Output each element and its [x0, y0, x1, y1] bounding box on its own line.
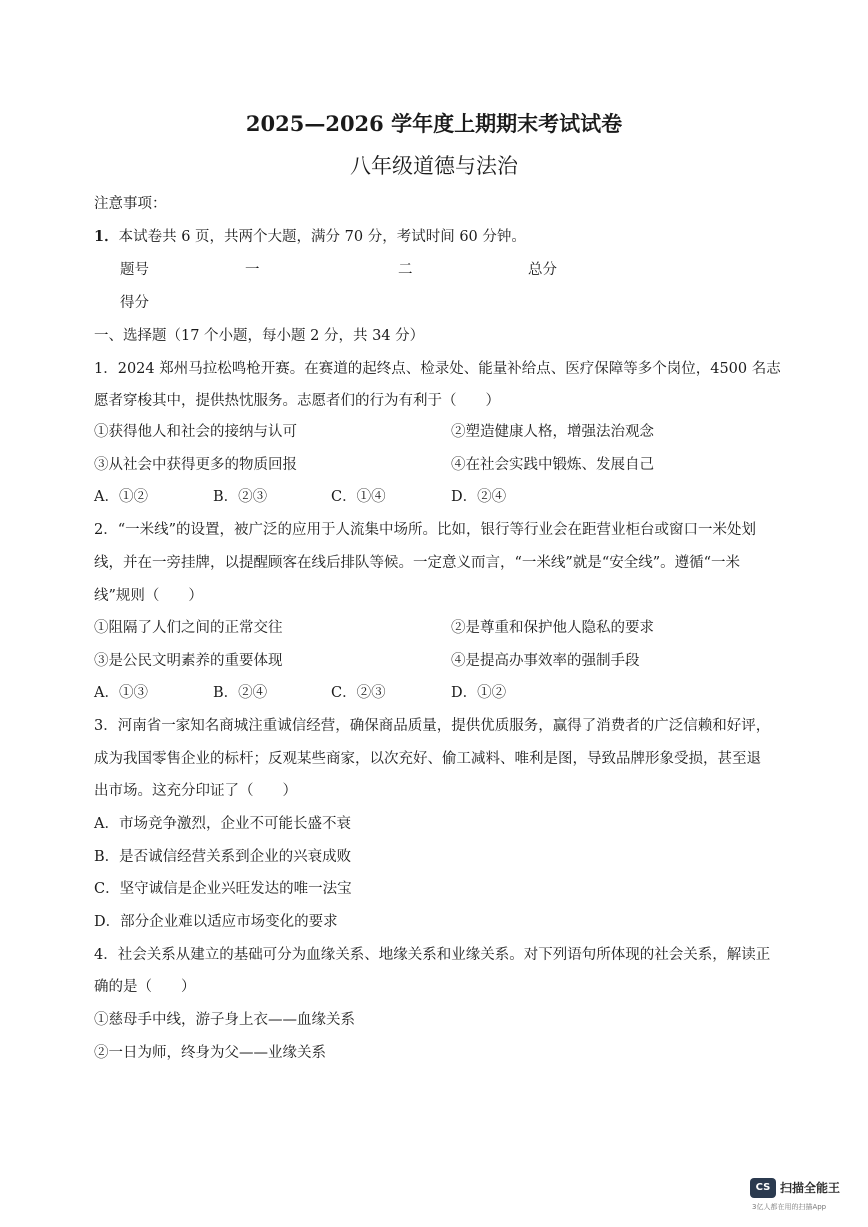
question-2-option-a: A．①③	[94, 685, 148, 701]
camscanner-logo-icon: CS	[750, 1178, 776, 1198]
notice-item-1-number: 1．	[94, 228, 119, 245]
question-3-option-d: D．部分企业难以适应市场变化的要求	[94, 914, 338, 930]
question-2-option-d: D．①②	[451, 685, 507, 701]
exam-title: 2025—2026 学年度上期期末考试试卷	[245, 111, 623, 136]
question-1-statement-1: ①获得他人和社会的接纳与认可	[94, 424, 297, 440]
question-1-statement-2: ②塑造健康人格，增强法治观念	[451, 424, 654, 440]
question-1-stem-line-2: 愿者穿梭其中，提供热忱服务。志愿者们的行为有利于（ ）	[94, 393, 500, 409]
question-2-statement-1: ①阻隔了人们之间的正常交往	[94, 620, 283, 636]
exam-subtitle: 八年级道德与法治	[350, 154, 518, 178]
question-3-option-a: A．市场竞争激烈，企业不可能长盛不衰	[94, 816, 351, 832]
watermark-tagline: 3亿人都在用的扫描App	[752, 1203, 827, 1211]
question-2-stem-line-1: 2．“一米线”的设置，被广泛的应用于人流集中场所。比如，银行等行业会在距营业柜台或窗口一米处划	[94, 522, 757, 538]
question-2-statement-2: ②是尊重和保护他人隐私的要求	[451, 620, 654, 636]
question-1-option-a: A．①②	[94, 489, 148, 505]
question-3-stem-line-2: 成为我国零售企业的标杆；反观某些商家，以次充好、偷工减料、唯利是图，导致品牌形象受损，甚至退	[94, 751, 761, 767]
question-2-option-c: C．②③	[331, 685, 386, 701]
score-table-col-total: 总分	[528, 262, 557, 278]
question-4-stem-line-2: 确的是（ ）	[94, 979, 196, 995]
question-3-stem-line-1: 3．河南省一家知名商城注重诚信经营，确保商品质量，提供优质服务，赢得了消费者的广泛信赖和好评，	[94, 718, 771, 734]
question-2-statement-4: ④是提高办事效率的强制手段	[451, 653, 640, 669]
question-1-option-c: C．①④	[331, 489, 386, 505]
question-4-statement-1: ①慈母手中线，游子身上衣——血缘关系	[94, 1012, 355, 1028]
score-table-col-1: 一	[245, 262, 260, 278]
question-1-statement-3: ③从社会中获得更多的物质回报	[94, 457, 297, 473]
question-1-option-b: B．②③	[213, 489, 268, 505]
question-2-statement-3: ③是公民文明素养的重要体现	[94, 653, 283, 669]
question-2-stem-line-2: 线，并在一旁挂牌，以提醒顾客在线后排队等候。一定意义而言，“一米线”就是“安全线”。遵循“一米	[94, 555, 741, 571]
score-table-header-label: 题号	[120, 262, 149, 278]
question-2-stem-line-3: 线”规则（ ）	[94, 588, 203, 604]
question-1-statement-4: ④在社会实践中锻炼、发展自己	[451, 457, 654, 473]
score-table-score-label: 得分	[120, 295, 149, 311]
question-3-stem-line-3: 出市场。这充分印证了（ ）	[94, 783, 297, 799]
question-2-option-b: B．②④	[213, 685, 268, 701]
scanner-watermark	[750, 1178, 850, 1218]
question-1-option-d: D．②④	[451, 489, 507, 505]
notice-item-1	[94, 225, 526, 246]
score-table-col-2: 二	[398, 262, 413, 278]
question-3-option-b: B．是否诚信经营关系到企业的兴衰成败	[94, 849, 352, 865]
watermark-app-name: 扫描全能王	[780, 1181, 841, 1195]
section-1-heading: 一、选择题（17 个小题，每小题 2 分，共 34 分）	[94, 328, 425, 344]
notice-heading: 注意事项：	[94, 196, 167, 212]
notice-item-1-text: 本试卷共 6 页，共两个大题，满分 70 分，考试时间 60 分钟。	[118, 229, 526, 245]
question-4-statement-2: ②一日为师，终身为父——业缘关系	[94, 1045, 326, 1061]
question-4-stem-line-1: 4．社会关系从建立的基础可分为血缘关系、地缘关系和业缘关系。对下列语句所体现的社会关系，解读正	[94, 947, 771, 963]
question-1-stem-line-1: 1．2024 郑州马拉松鸣枪开赛。在赛道的起终点、检录处、能量补给点、医疗保障等多个岗位，4500 名志	[94, 361, 781, 377]
question-3-option-c: C．坚守诚信是企业兴旺发达的唯一法宝	[94, 881, 352, 897]
